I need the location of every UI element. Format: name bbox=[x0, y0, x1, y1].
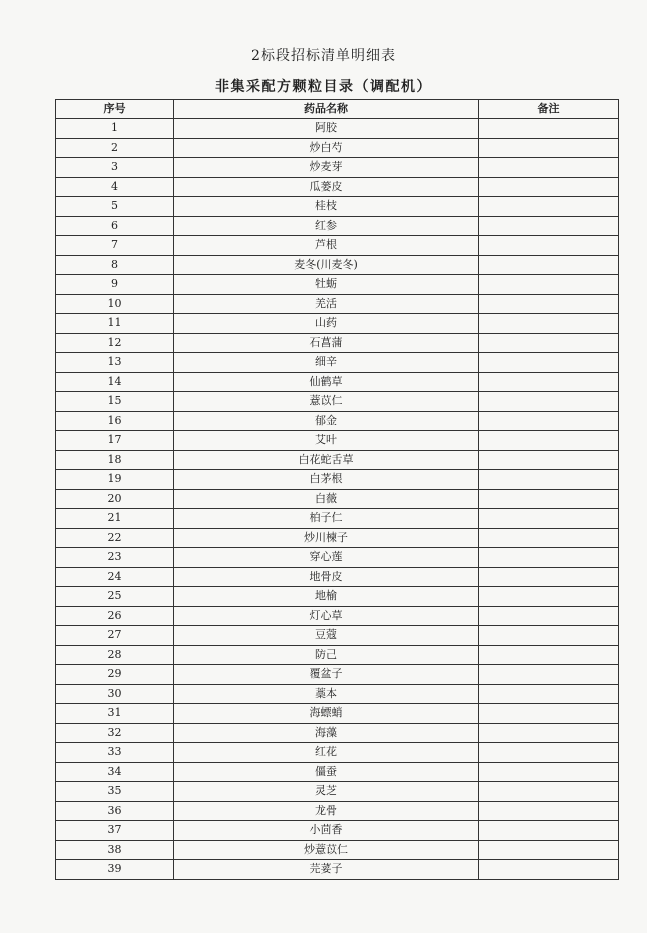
row-remarks bbox=[479, 606, 619, 626]
drug-name: 地榆 bbox=[174, 587, 479, 607]
table-row bbox=[56, 528, 619, 548]
row-remarks bbox=[479, 509, 619, 529]
row-remarks bbox=[479, 801, 619, 821]
drug-name: 炒麦芽 bbox=[174, 158, 479, 178]
row-remarks bbox=[479, 372, 619, 392]
table-row bbox=[56, 216, 619, 236]
row-remarks bbox=[479, 587, 619, 607]
row-number: 5 bbox=[56, 197, 174, 217]
row-remarks bbox=[479, 275, 619, 295]
row-number: 1 bbox=[56, 119, 174, 139]
row-number: 12 bbox=[56, 333, 174, 353]
drug-name: 芦根 bbox=[174, 236, 479, 256]
table-row bbox=[56, 782, 619, 802]
row-number: 19 bbox=[56, 470, 174, 490]
row-remarks bbox=[479, 860, 619, 880]
drug-name: 灵芝 bbox=[174, 782, 479, 802]
row-remarks bbox=[479, 723, 619, 743]
header-remarks: 备注 bbox=[479, 100, 619, 119]
row-remarks bbox=[479, 294, 619, 314]
table-row bbox=[56, 333, 619, 353]
table-row bbox=[56, 645, 619, 665]
table-row bbox=[56, 275, 619, 295]
table-row bbox=[56, 314, 619, 334]
row-number: 36 bbox=[56, 801, 174, 821]
drug-name: 桂枝 bbox=[174, 197, 479, 217]
table-row bbox=[56, 626, 619, 646]
row-number: 13 bbox=[56, 353, 174, 373]
row-remarks bbox=[479, 353, 619, 373]
row-number: 25 bbox=[56, 587, 174, 607]
row-number: 20 bbox=[56, 489, 174, 509]
row-number: 35 bbox=[56, 782, 174, 802]
row-number: 10 bbox=[56, 294, 174, 314]
row-number: 3 bbox=[56, 158, 174, 178]
table-row bbox=[56, 236, 619, 256]
drug-name: 麦冬(川麦冬) bbox=[174, 255, 479, 275]
drug-name: 红花 bbox=[174, 743, 479, 763]
row-number: 14 bbox=[56, 372, 174, 392]
drug-name: 山药 bbox=[174, 314, 479, 334]
drug-name: 防己 bbox=[174, 645, 479, 665]
drug-name: 藁本 bbox=[174, 684, 479, 704]
row-number: 22 bbox=[56, 528, 174, 548]
row-remarks bbox=[479, 431, 619, 451]
drug-name: 仙鹤草 bbox=[174, 372, 479, 392]
table-row bbox=[56, 821, 619, 841]
row-remarks bbox=[479, 236, 619, 256]
table-row bbox=[56, 567, 619, 587]
drug-name: 薏苡仁 bbox=[174, 392, 479, 412]
row-remarks bbox=[479, 255, 619, 275]
drug-name: 瓜蒌皮 bbox=[174, 177, 479, 197]
drug-name: 郁金 bbox=[174, 411, 479, 431]
table-row bbox=[56, 509, 619, 529]
table-row bbox=[56, 606, 619, 626]
row-number: 37 bbox=[56, 821, 174, 841]
row-remarks bbox=[479, 645, 619, 665]
table-row bbox=[56, 470, 619, 490]
drug-name: 阿胶 bbox=[174, 119, 479, 139]
row-remarks bbox=[479, 470, 619, 490]
row-number: 32 bbox=[56, 723, 174, 743]
row-remarks bbox=[479, 216, 619, 236]
table-row bbox=[56, 177, 619, 197]
row-number: 16 bbox=[56, 411, 174, 431]
row-remarks bbox=[479, 821, 619, 841]
drug-name: 豆蔻 bbox=[174, 626, 479, 646]
drug-name: 芫荽子 bbox=[174, 860, 479, 880]
drug-name: 石菖蒲 bbox=[174, 333, 479, 353]
row-remarks bbox=[479, 528, 619, 548]
header-drug-name: 药品名称 bbox=[174, 100, 479, 119]
row-remarks bbox=[479, 548, 619, 568]
table-row bbox=[56, 353, 619, 373]
drug-name: 白薇 bbox=[174, 489, 479, 509]
table-row bbox=[56, 138, 619, 158]
table-row bbox=[56, 587, 619, 607]
drug-name: 炒川楝子 bbox=[174, 528, 479, 548]
table-row bbox=[56, 704, 619, 724]
document-subtitle: 非集采配方颗粒目录（调配机） bbox=[215, 79, 432, 95]
row-remarks bbox=[479, 743, 619, 763]
row-remarks bbox=[479, 158, 619, 178]
row-remarks bbox=[479, 119, 619, 139]
row-number: 38 bbox=[56, 840, 174, 860]
header-number: 序号 bbox=[56, 100, 174, 119]
row-number: 33 bbox=[56, 743, 174, 763]
row-number: 2 bbox=[56, 138, 174, 158]
row-remarks bbox=[479, 567, 619, 587]
row-number: 29 bbox=[56, 665, 174, 685]
drug-name: 红参 bbox=[174, 216, 479, 236]
drug-name: 龙骨 bbox=[174, 801, 479, 821]
row-number: 9 bbox=[56, 275, 174, 295]
row-remarks bbox=[479, 392, 619, 412]
table-row bbox=[56, 431, 619, 451]
row-number: 21 bbox=[56, 509, 174, 529]
drug-name: 艾叶 bbox=[174, 431, 479, 451]
row-number: 11 bbox=[56, 314, 174, 334]
row-remarks bbox=[479, 684, 619, 704]
table-body bbox=[56, 119, 619, 880]
table-row bbox=[56, 860, 619, 880]
row-number: 26 bbox=[56, 606, 174, 626]
row-remarks bbox=[479, 314, 619, 334]
row-number: 4 bbox=[56, 177, 174, 197]
row-remarks bbox=[479, 840, 619, 860]
row-number: 28 bbox=[56, 645, 174, 665]
table-row bbox=[56, 255, 619, 275]
table-row bbox=[56, 372, 619, 392]
drug-name: 柏子仁 bbox=[174, 509, 479, 529]
row-number: 6 bbox=[56, 216, 174, 236]
row-remarks bbox=[479, 177, 619, 197]
table-header-row bbox=[56, 100, 619, 119]
drug-name: 炒薏苡仁 bbox=[174, 840, 479, 860]
row-remarks bbox=[479, 411, 619, 431]
row-remarks bbox=[479, 489, 619, 509]
row-number: 30 bbox=[56, 684, 174, 704]
row-remarks bbox=[479, 138, 619, 158]
table-row bbox=[56, 743, 619, 763]
table-row bbox=[56, 119, 619, 139]
row-remarks bbox=[479, 762, 619, 782]
drug-name: 海螵蛸 bbox=[174, 704, 479, 724]
table-row bbox=[56, 762, 619, 782]
drug-name: 白花蛇舌草 bbox=[174, 450, 479, 470]
table-row bbox=[56, 548, 619, 568]
table-row bbox=[56, 723, 619, 743]
row-number: 7 bbox=[56, 236, 174, 256]
row-number: 8 bbox=[56, 255, 174, 275]
row-remarks bbox=[479, 450, 619, 470]
drug-name: 白茅根 bbox=[174, 470, 479, 490]
row-number: 34 bbox=[56, 762, 174, 782]
drug-name: 羌活 bbox=[174, 294, 479, 314]
table-row bbox=[56, 840, 619, 860]
row-number: 15 bbox=[56, 392, 174, 412]
row-remarks bbox=[479, 665, 619, 685]
table-row bbox=[56, 294, 619, 314]
drug-name: 牡蛎 bbox=[174, 275, 479, 295]
row-remarks bbox=[479, 626, 619, 646]
drug-name: 海藻 bbox=[174, 723, 479, 743]
drug-name: 小茴香 bbox=[174, 821, 479, 841]
medicine-table bbox=[55, 99, 619, 880]
row-number: 27 bbox=[56, 626, 174, 646]
drug-name: 覆盆子 bbox=[174, 665, 479, 685]
document-title: 2标段招标清单明细表 bbox=[251, 48, 396, 64]
table-row bbox=[56, 392, 619, 412]
table-row bbox=[56, 411, 619, 431]
row-number: 18 bbox=[56, 450, 174, 470]
table-row bbox=[56, 684, 619, 704]
row-remarks bbox=[479, 782, 619, 802]
drug-name: 地骨皮 bbox=[174, 567, 479, 587]
row-number: 39 bbox=[56, 860, 174, 880]
drug-name: 细辛 bbox=[174, 353, 479, 373]
drug-name: 僵蚕 bbox=[174, 762, 479, 782]
row-remarks bbox=[479, 704, 619, 724]
table-row bbox=[56, 665, 619, 685]
row-remarks bbox=[479, 333, 619, 353]
table-row bbox=[56, 197, 619, 217]
table-row bbox=[56, 450, 619, 470]
row-remarks bbox=[479, 197, 619, 217]
table-row bbox=[56, 158, 619, 178]
row-number: 31 bbox=[56, 704, 174, 724]
table-row bbox=[56, 489, 619, 509]
drug-name: 炒白芍 bbox=[174, 138, 479, 158]
row-number: 23 bbox=[56, 548, 174, 568]
row-number: 17 bbox=[56, 431, 174, 451]
drug-name: 灯心草 bbox=[174, 606, 479, 626]
row-number: 24 bbox=[56, 567, 174, 587]
table-row bbox=[56, 801, 619, 821]
drug-name: 穿心莲 bbox=[174, 548, 479, 568]
